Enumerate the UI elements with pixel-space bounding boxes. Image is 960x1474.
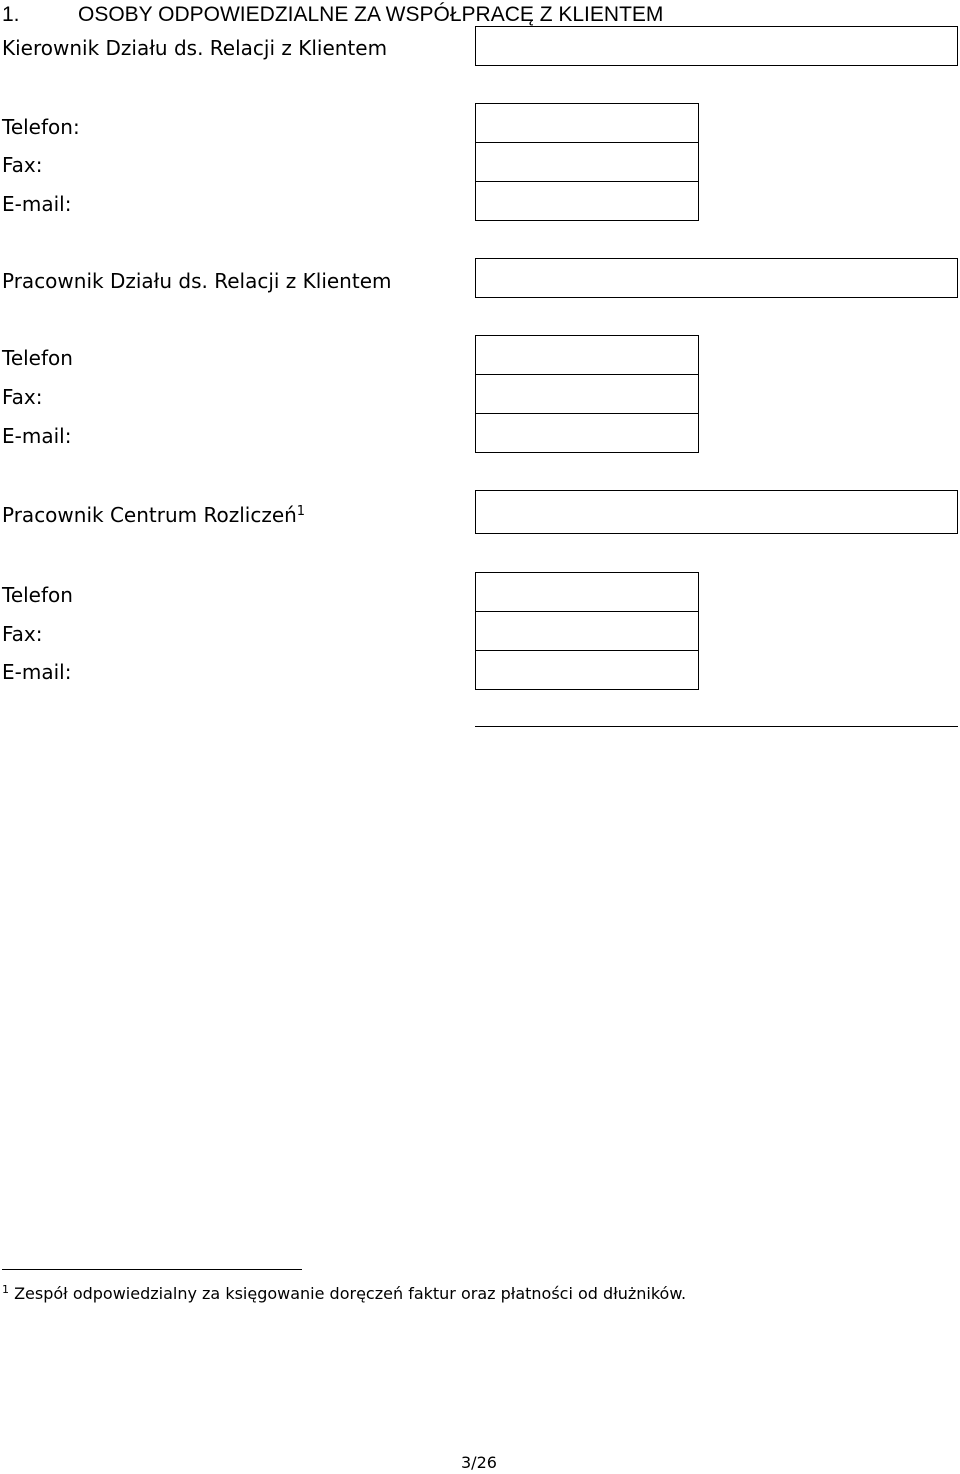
footnote-separator — [2, 1269, 302, 1270]
fax-field-staff[interactable] — [475, 374, 699, 414]
fax-label-billing: Fax: — [2, 622, 43, 646]
phone-field-staff[interactable] — [475, 335, 699, 375]
email-field-billing[interactable] — [475, 650, 699, 690]
footnote-text: Zespół odpowiedzialny za księgowanie doręczeń faktur oraz płatności od dłużników. — [14, 1284, 687, 1303]
email-label-billing: E-mail: — [2, 660, 72, 684]
role-label-billing: Pracownik Centrum Rozliczeń$^1$ — [2, 503, 306, 527]
name-field-manager[interactable] — [475, 26, 958, 66]
name-field-staff[interactable] — [475, 258, 958, 298]
section-title: OSOBY ODPOWIEDZIALNE ZA WSPÓŁPRACĘ Z KLIENTEM — [78, 3, 664, 26]
fax-field-manager[interactable] — [475, 142, 699, 182]
email-field-staff[interactable] — [475, 413, 699, 453]
phone-field-billing[interactable] — [475, 572, 699, 612]
footnote — [2, 1283, 687, 1303]
role-label-staff: Pracownik Działu ds. Relacji z Klientem — [2, 269, 392, 293]
fax-label-staff: Fax: — [2, 385, 43, 409]
phone-label-manager: Telefon: — [2, 115, 80, 139]
footnote-ref: 1 — [296, 504, 306, 519]
page-number: 3/26 — [461, 1453, 497, 1472]
fax-field-billing[interactable] — [475, 611, 699, 651]
phone-label-billing: Telefon — [2, 583, 73, 607]
signature-line — [475, 726, 958, 727]
section-number: 1. — [2, 3, 20, 26]
email-label-staff: E-mail: — [2, 424, 72, 448]
footnote-marker: 1 — [2, 1283, 9, 1296]
phone-field-manager[interactable] — [475, 103, 699, 143]
name-field-billing[interactable] — [475, 490, 958, 534]
email-label-manager: E-mail: — [2, 192, 72, 216]
role-label-manager: Kierownik Działu ds. Relacji z Klientem — [2, 36, 388, 60]
phone-label-staff: Telefon — [2, 346, 73, 370]
fax-label-manager: Fax: — [2, 153, 43, 177]
email-field-manager[interactable] — [475, 181, 699, 221]
